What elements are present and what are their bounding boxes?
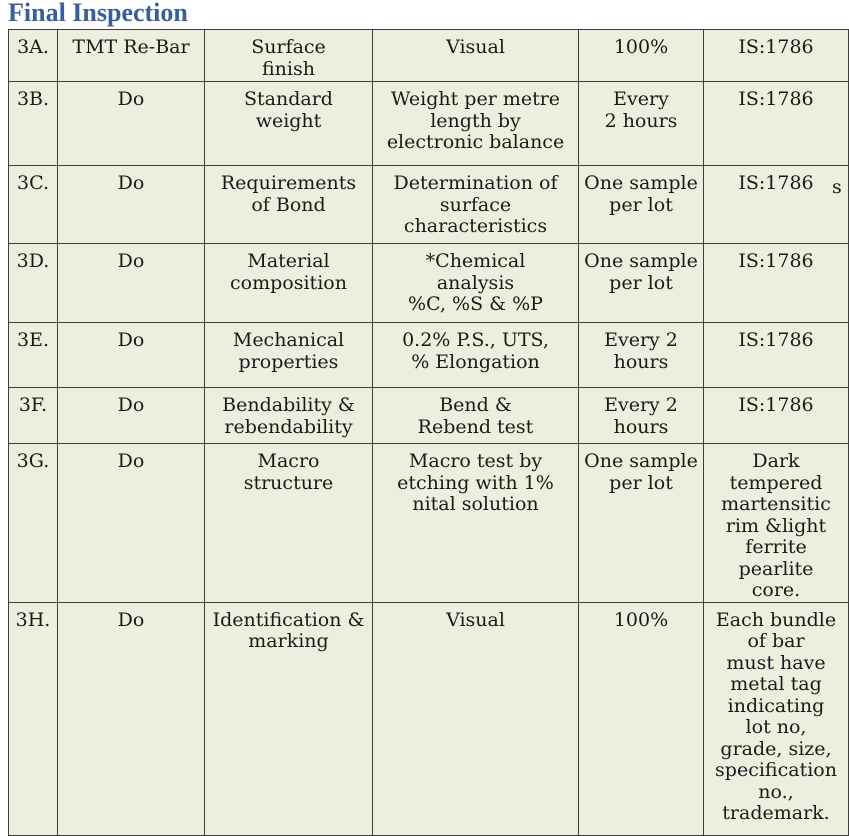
method-cell: Macro test by etching with 1% nital solution	[373, 444, 579, 603]
table-row	[9, 166, 849, 244]
characteristic-cell: Material composition	[205, 244, 373, 323]
frequency-cell: One sample per lot	[579, 244, 704, 323]
row-number: 3B.	[9, 82, 58, 166]
product-cell: Do	[58, 244, 205, 323]
characteristic-cell: Bendability & rebendability	[205, 388, 373, 444]
row-number: 3G.	[9, 444, 58, 603]
table-row	[9, 444, 849, 603]
frequency-cell: One sample per lot	[579, 444, 704, 603]
reference-cell: IS:1786	[704, 30, 849, 82]
reference-cell: IS:1786	[704, 166, 849, 244]
characteristic-cell: Identification & marking	[205, 602, 373, 835]
frequency-cell: Every 2 hours	[579, 323, 704, 388]
method-cell: Weight per metre length by electronic balance	[373, 82, 579, 166]
table-row	[9, 323, 849, 388]
product-cell: Do	[58, 323, 205, 388]
characteristic-cell: Requirements of Bond	[205, 166, 373, 244]
row-number: 3H.	[9, 602, 58, 835]
reference-cell: Dark tempered martensitic rim &light ferrite pearlite core.	[704, 444, 849, 603]
frequency-cell: Every 2 hours	[579, 82, 704, 166]
table-row	[9, 30, 849, 82]
row-number: 3E.	[9, 323, 58, 388]
method-cell: Determination of surface characteristics	[373, 166, 579, 244]
row-number: 3C.	[9, 166, 58, 244]
clipped-edge-text: s	[832, 176, 842, 198]
method-cell: 0.2% P.S., UTS, % Elongation	[373, 323, 579, 388]
characteristic-cell: Surface finish	[205, 30, 373, 82]
frequency-cell: 100%	[579, 30, 704, 82]
reference-cell: IS:1786	[704, 82, 849, 166]
method-cell: Bend & Rebend test	[373, 388, 579, 444]
reference-cell: IS:1786	[704, 244, 849, 323]
product-cell: Do	[58, 82, 205, 166]
characteristic-cell: Mechanical properties	[205, 323, 373, 388]
frequency-cell: One sample per lot	[579, 166, 704, 244]
table-row	[9, 388, 849, 444]
reference-cell: Each bundle of bar must have metal tag indicating lot no, grade, size, specification no., trademark.	[704, 602, 849, 835]
product-cell: Do	[58, 388, 205, 444]
table-row	[9, 244, 849, 323]
page-title: Final Inspection	[8, 0, 188, 27]
product-cell: Do	[58, 444, 205, 603]
row-number: 3D.	[9, 244, 58, 323]
product-cell: TMT Re-Bar	[58, 30, 205, 82]
inspection-table	[8, 29, 849, 836]
table-row	[9, 602, 849, 835]
reference-cell: IS:1786	[704, 388, 849, 444]
characteristic-cell: Standard weight	[205, 82, 373, 166]
method-cell: Visual	[373, 30, 579, 82]
reference-cell: IS:1786	[704, 323, 849, 388]
characteristic-cell: Macro structure	[205, 444, 373, 603]
product-cell: Do	[58, 602, 205, 835]
table-row	[9, 82, 849, 166]
frequency-cell: Every 2 hours	[579, 388, 704, 444]
method-cell: *Chemical analysis %C, %S & %P	[373, 244, 579, 323]
product-cell: Do	[58, 166, 205, 244]
frequency-cell: 100%	[579, 602, 704, 835]
row-number: 3A.	[9, 30, 58, 82]
method-cell: Visual	[373, 602, 579, 835]
row-number: 3F.	[9, 388, 58, 444]
